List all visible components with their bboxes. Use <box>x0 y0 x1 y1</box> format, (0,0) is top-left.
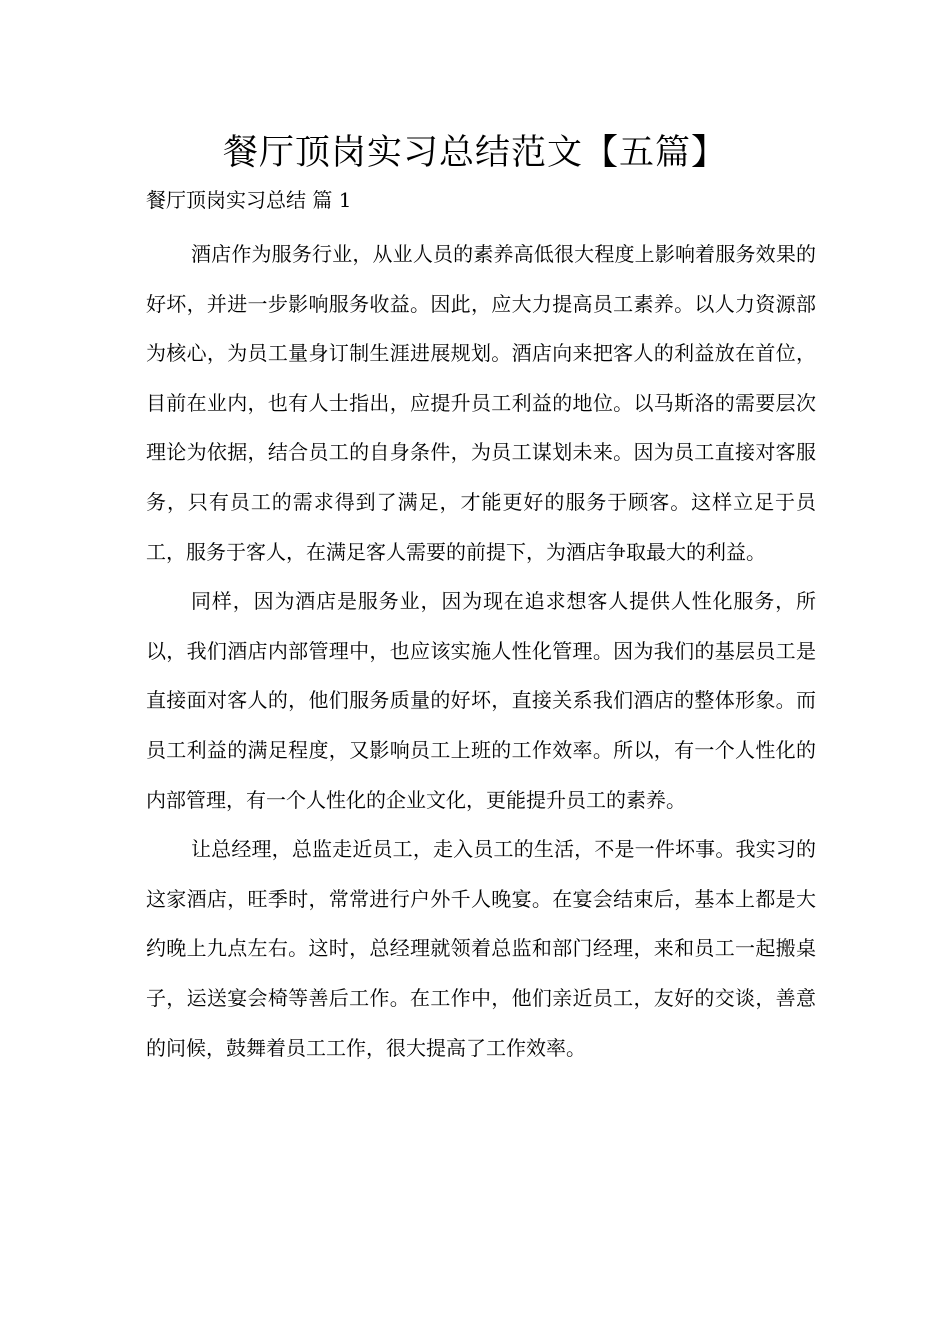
body-paragraph-3: 让总经理，总监走近员工，走入员工的生活，不是一件坏事。我实习的这家酒店，旺季时，常常进行户外千人晚宴。在宴会结束后，基本上都是大约晚上九点左右。这时，总经理就领着总监和部门经理，来和员工一起搬桌子，运送宴会椅等善后工作。在工作中，他们亲近员工，友好的交谈，善意的问候，鼓舞着员工工作，很大提高了工作效率。 <box>146 837 816 1060</box>
body-paragraph-1: 酒店作为服务行业，从业人员的素养高低很大程度上影响着服务效果的好坏，并进一步影响服务收益。因此，应大力提高员工素养。以人力资源部为核心，为员工量身订制生涯进展规划。酒店向来把客人的利益放在首位，目前在业内，也有人士指出，应提升员工利益的地位。以马斯洛的需要层次理论为依据，结合员工的自身条件，为员工谋划未来。因为员工直接对客服务，只有员工的需求得到了满足，才能更好的服务于顾客。这样立足于员工，服务于客人，在满足客人需要的前提下，为酒店争取最大的利益。 <box>146 242 816 564</box>
section-heading: 餐厅顶岗实习总结 篇 1 <box>146 188 352 212</box>
document-title: 餐厅顶岗实习总结范文【五篇】 <box>222 133 727 173</box>
document-body <box>146 230 816 1073</box>
body-paragraph-2: 同样，因为酒店是服务业，因为现在追求想客人提供人性化服务，所以，我们酒店内部管理中，也应该实施人性化管理。因为我们的基层员工是直接面对客人的，他们服务质量的好坏，直接关系我们酒店的整体形象。而员工利益的满足程度，又影响员工上班的工作效率。所以，有一个人性化的内部管理，有一个人性化的企业文化，更能提升员工的素养。 <box>146 589 816 812</box>
